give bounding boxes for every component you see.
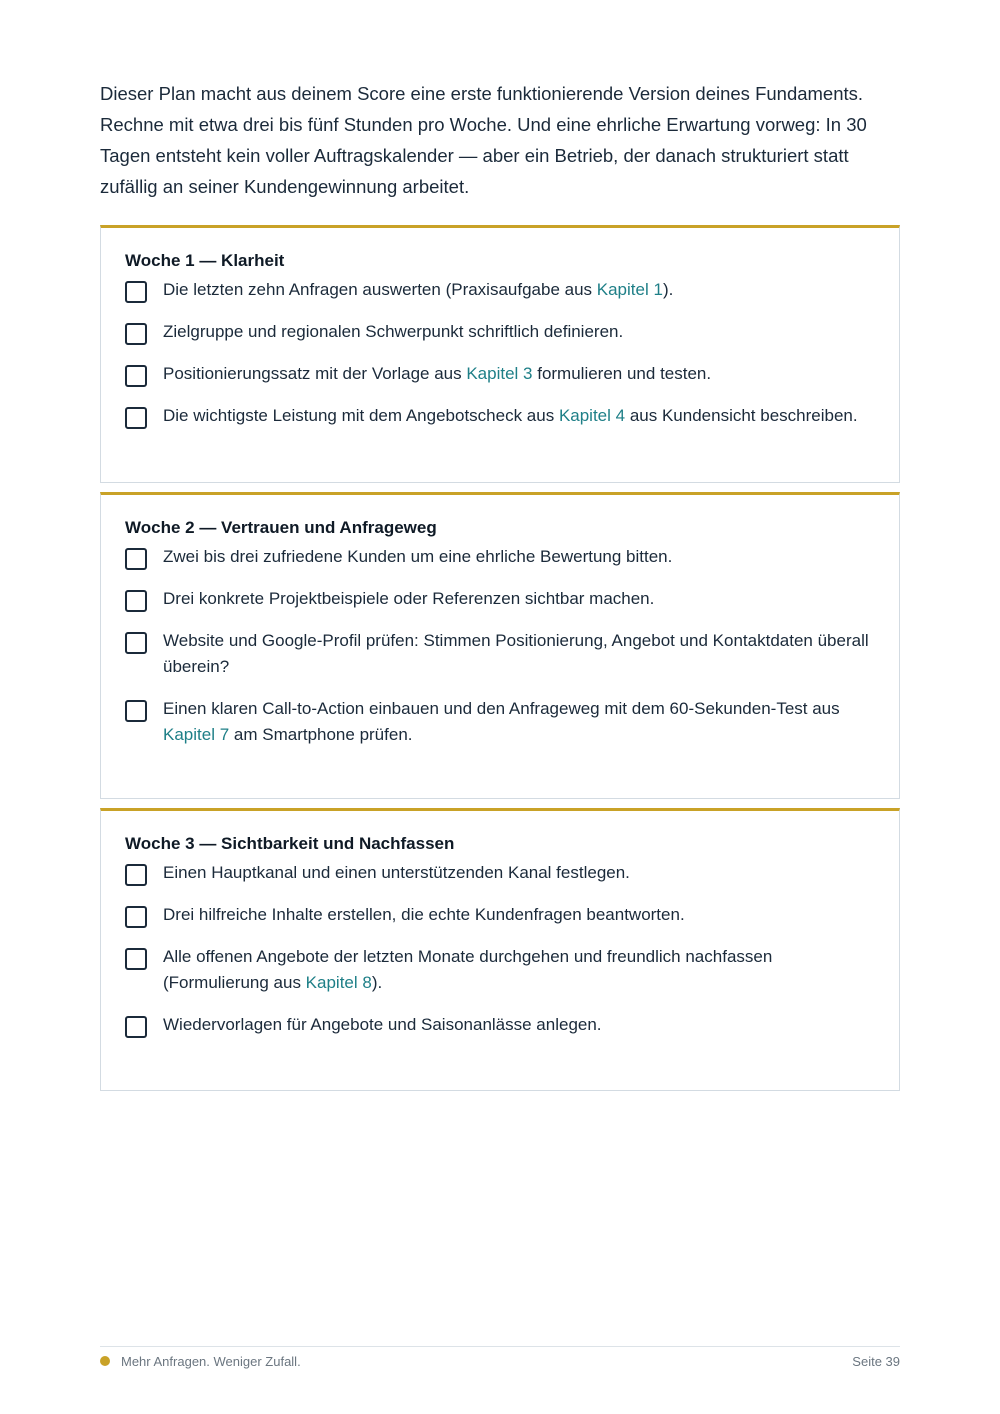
week-3-card xyxy=(100,808,900,1091)
task-text-part: Die letzten zehn Anfragen auswerten (Praxisaufgabe aus xyxy=(163,280,597,299)
empty-checkbox-icon[interactable] xyxy=(125,632,147,654)
task-text-part: am Smartphone prüfen. xyxy=(229,725,413,744)
empty-checkbox-icon[interactable] xyxy=(125,281,147,303)
empty-checkbox-icon[interactable] xyxy=(125,1016,147,1038)
task-item xyxy=(125,699,875,748)
empty-checkbox-icon[interactable] xyxy=(125,590,147,612)
task-item xyxy=(125,364,875,387)
task-text xyxy=(163,319,623,345)
week-1-card xyxy=(100,225,900,483)
task-text xyxy=(163,860,630,886)
dot-icon xyxy=(100,1356,110,1366)
week-title: Woche 1 — Klarheit xyxy=(125,251,285,270)
task-item xyxy=(125,947,875,996)
empty-checkbox-icon[interactable] xyxy=(125,548,147,570)
task-text-part: aus Kundensicht beschreiben. xyxy=(625,406,858,425)
task-text xyxy=(163,586,654,612)
empty-checkbox-icon[interactable] xyxy=(125,407,147,429)
task-text xyxy=(163,944,875,996)
footer-page-number: Seite 39 xyxy=(852,1354,900,1369)
task-text xyxy=(163,902,685,928)
task-text xyxy=(163,628,875,680)
page-content xyxy=(100,0,900,1091)
empty-checkbox-icon[interactable] xyxy=(125,864,147,886)
empty-checkbox-icon[interactable] xyxy=(125,323,147,345)
empty-checkbox-icon[interactable] xyxy=(125,700,147,722)
intro-paragraph: Dieser Plan macht aus deinem Score eine erste funktionierende Version deines Fundaments. Rechne mit etwa drei bis fünf Stunden pro Woche. Und eine ehrliche Erwartung vorweg: In 30 Tagen entsteht kein voller Auftragskalender — aber ein Betrieb, der danach strukturiert statt zufällig an seiner Kundengewinnung arbeitet. xyxy=(100,83,867,197)
chapter-link[interactable]: Kapitel 8 xyxy=(305,973,372,992)
task-list xyxy=(125,547,875,748)
task-text xyxy=(163,544,672,570)
task-item xyxy=(125,322,875,345)
task-text xyxy=(163,361,711,387)
week-title: Woche 3 — Sichtbarkeit und Nachfassen xyxy=(125,834,455,853)
task-text-part: Zwei bis drei zufriedene Kunden um eine ehrliche Bewertung bitten. xyxy=(163,547,673,566)
footer-book-title: Mehr Anfragen. Weniger Zufall. xyxy=(121,1354,301,1369)
task-text-part: Alle offenen Angebote der letzten Monate durchgehen und freundlich nachfassen (Formulierung aus xyxy=(163,947,773,992)
task-text-part: Einen Hauptkanal und einen unterstützenden Kanal festlegen. xyxy=(163,863,630,882)
empty-checkbox-icon[interactable] xyxy=(125,948,147,970)
task-text xyxy=(163,277,673,303)
task-list xyxy=(125,863,875,1038)
task-item xyxy=(125,863,875,886)
task-text-part: Website und Google-Profil prüfen: Stimmen Positionierung, Angebot und Kontaktdaten überall überein? xyxy=(163,631,869,676)
task-text-part: Wiedervorlagen für Angebote und Saisonanlässe anlegen. xyxy=(163,1015,602,1034)
task-text-part: Einen klaren Call-to-Action einbauen und den Anfrageweg mit dem 60-Sekunden-Test aus xyxy=(163,699,840,718)
task-text-part: formulieren und testen. xyxy=(532,364,712,383)
week-title: Woche 2 — Vertrauen und Anfrageweg xyxy=(125,518,437,537)
task-list xyxy=(125,280,875,429)
task-item xyxy=(125,905,875,928)
week-2-card xyxy=(100,492,900,799)
task-item xyxy=(125,547,875,570)
task-text-part: Zielgruppe und regionalen Schwerpunkt schriftlich definieren. xyxy=(163,322,624,341)
task-text-part: Drei hilfreiche Inhalte erstellen, die echte Kundenfragen beantworten. xyxy=(163,905,685,924)
task-item xyxy=(125,280,875,303)
chapter-link[interactable]: Kapitel 7 xyxy=(163,725,230,744)
task-text-part: Positionierungssatz mit der Vorlage aus xyxy=(163,364,467,383)
empty-checkbox-icon[interactable] xyxy=(125,906,147,928)
task-text xyxy=(163,696,875,748)
footer-divider xyxy=(100,1346,900,1347)
task-text xyxy=(163,403,858,429)
empty-checkbox-icon[interactable] xyxy=(125,365,147,387)
task-item xyxy=(125,589,875,612)
chapter-link[interactable]: Kapitel 4 xyxy=(558,406,626,425)
task-text-part: ). xyxy=(371,973,383,992)
task-text-part: Drei konkrete Projektbeispiele oder Referenzen sichtbar machen. xyxy=(163,589,655,608)
task-text xyxy=(163,1012,602,1038)
task-item xyxy=(125,631,875,680)
task-item xyxy=(125,406,875,429)
task-text-part: Die wichtigste Leistung mit dem Angebotscheck aus xyxy=(163,406,559,425)
task-item xyxy=(125,1015,875,1038)
chapter-link[interactable]: Kapitel 3 xyxy=(466,364,533,383)
chapter-link[interactable]: Kapitel 1 xyxy=(596,280,663,299)
task-text-part: ). xyxy=(662,280,674,299)
